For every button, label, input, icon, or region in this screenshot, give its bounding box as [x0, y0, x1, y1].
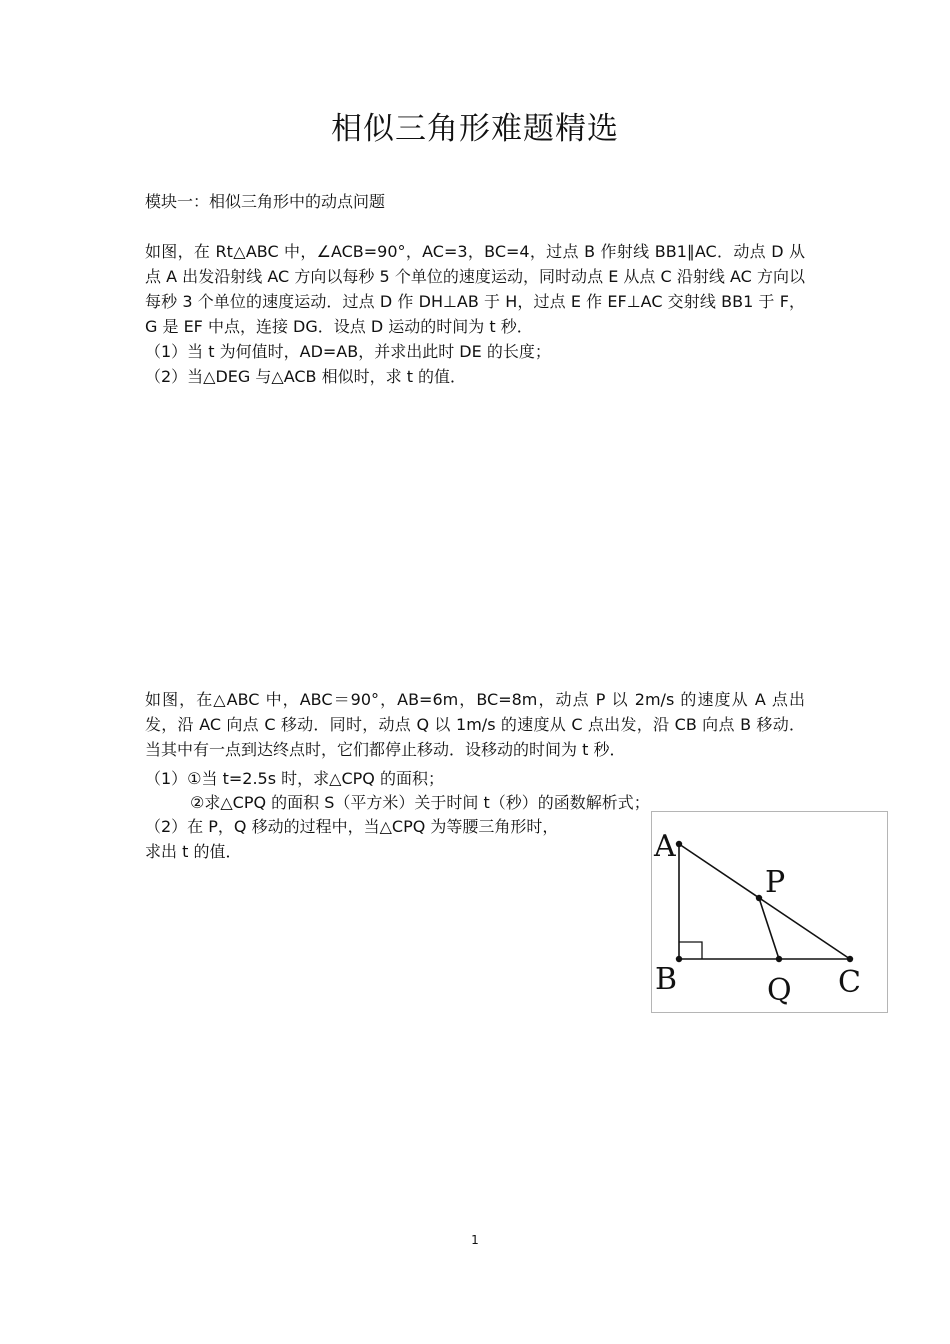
problem-1-question-1: （1）当 t 为何值时，AD=AB，并求出此时 DE 的长度； [145, 342, 551, 361]
problem-2-statement: 如图，在△ABC 中，ABC＝90°，AB=6m，BC=8m，动点 P 以 2m/s 的速度从 A 点出发，沿 AC 向点 C 移动．同时，动点 Q 以 1m/s 的速度从 C 点出发，沿 CB 向点 B 移动．当其中有一点到达终点时，它们都停止移动．设移动的时间为 t 秒． [145, 690, 805, 759]
point-p [756, 895, 762, 901]
label-c: C [838, 965, 861, 1000]
problem-1 [145, 239, 805, 389]
point-a [676, 841, 682, 847]
module-heading: 模块一：相似三角形中的动点问题 [145, 192, 386, 211]
problem-2 [145, 687, 805, 762]
page-title: 相似三角形难题精选 [331, 111, 619, 147]
label-p: P [765, 865, 786, 900]
triangle-figure [651, 811, 888, 1013]
point-q [776, 956, 782, 962]
triangle-diagram [652, 812, 887, 1012]
right-angle-marker [679, 942, 702, 959]
label-a: A [654, 829, 676, 864]
problem-2-question-2a: （2）在 P，Q 移动的过程中，当△CPQ 为等腰三角形时， [145, 817, 559, 836]
label-q: Q [767, 973, 792, 1008]
problem-2-question-2b: 求出 t 的值． [145, 842, 242, 861]
side-ac [679, 844, 850, 959]
point-c [847, 956, 853, 962]
problem-1-question-2: （2）当△DEG 与△ACB 相似时，求 t 的值． [145, 367, 467, 386]
problem-2-question-1b: ②求△CPQ 的面积 S（平方米）关于时间 t（秒）的函数解析式； [190, 793, 650, 812]
page-number: 1 [471, 1233, 479, 1247]
problem-2-question-1a: （1）①当 t=2.5s 时，求△CPQ 的面积； [145, 769, 444, 788]
segment-pq [759, 898, 779, 959]
problem-1-statement: 如图，在 Rt△ABC 中，∠ACB=90°，AC=3，BC=4，过点 B 作射线 BB1∥AC．动点 D 从点 A 出发沿射线 AC 方向以每秒 5 个单位的速度运动，同时动点 E 从点 C 沿射线 AC 方向以每秒 3 个单位的速度运动．过点 D 作 DH⊥AB 于 H，过点 E 作 EF⊥AC 交射线 BB1 于 F，G 是 EF 中点，连接 DG．设点 D 运动的时间为 t 秒． [145, 242, 805, 336]
label-b: B [655, 962, 678, 997]
